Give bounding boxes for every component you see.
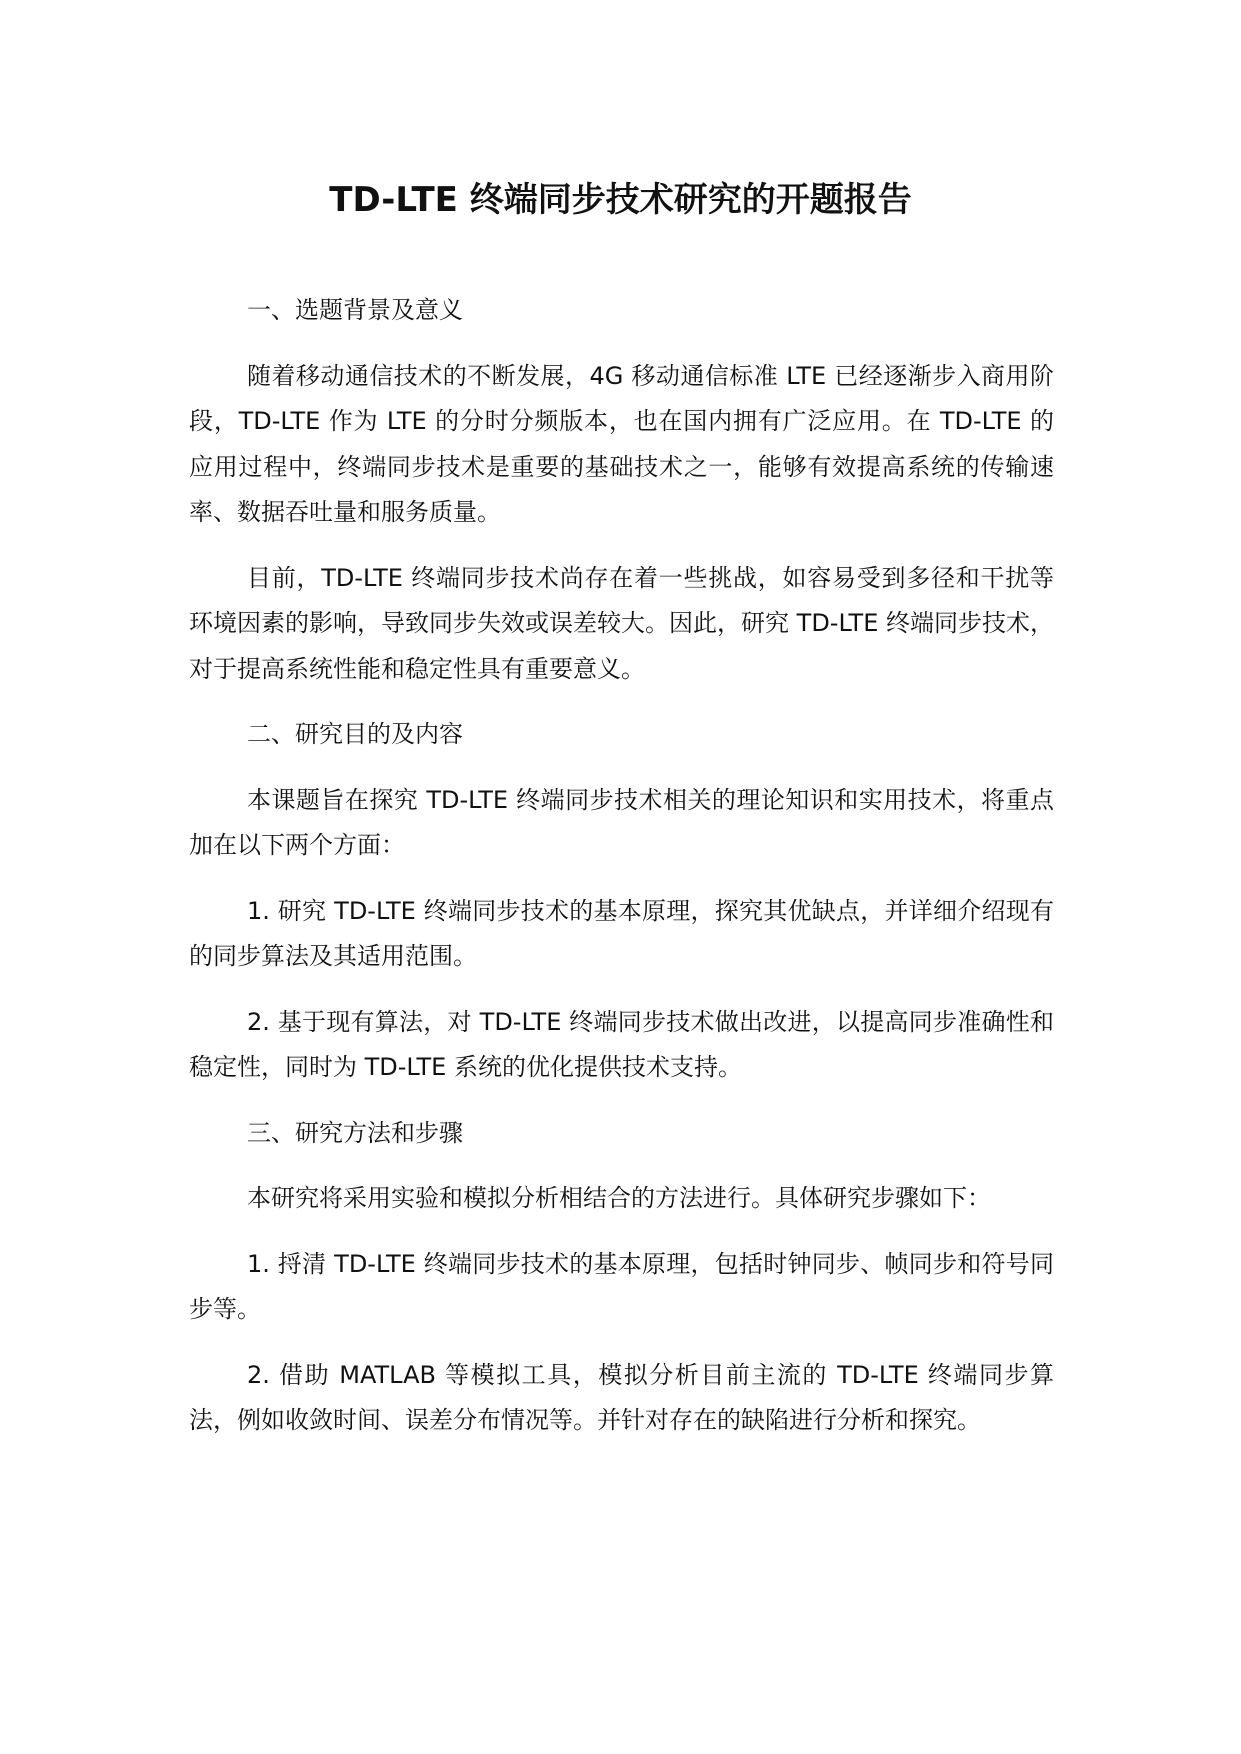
paragraph-background-2: 目前，TD-LTE 终端同步技术尚存在着一些挑战，如容易受到多径和干扰等环境因素的影响，导致同步失效或误差较大。因此，研究 TD-LTE 终端同步技术，对于提高系统性能和稳定性具有重要意义。 xyxy=(189,563,1054,683)
list-item-objective-1: 1. 研究 TD-LTE 终端同步技术的基本原理，探究其优缺点，并详细介绍现有的同步算法及其适用范围。 xyxy=(189,896,1054,970)
paragraph-objectives-intro: 本课题旨在探究 TD-LTE 终端同步技术相关的理论知识和实用技术，将重点加在以下两个方面： xyxy=(189,785,1054,859)
list-item-objective-2: 2. 基于现有算法，对 TD-LTE 终端同步技术做出改进，以提高同步准确性和稳定性，同时为 TD-LTE 系统的优化提供技术支持。 xyxy=(189,1007,1054,1081)
document-title: TD-LTE 终端同步技术研究的开题报告 xyxy=(329,180,912,220)
list-item-method-2: 2. 借助 MATLAB 等模拟工具，模拟分析目前主流的 TD-LTE 终端同步算法，例如收敛时间、误差分布情况等。并针对存在的缺陷进行分析和探究。 xyxy=(189,1360,1054,1434)
section-heading-methods: 三、研究方法和步骤 xyxy=(247,1118,463,1147)
section-heading-background: 一、选题背景及意义 xyxy=(247,296,463,324)
paragraph-methods-intro: 本研究将采用实验和模拟分析相结合的方法进行。具体研究步骤如下： xyxy=(247,1184,991,1212)
list-item-method-1: 1. 捋清 TD-LTE 终端同步技术的基本原理，包括时钟同步、帧同步和符号同步等。 xyxy=(189,1249,1054,1323)
document-body xyxy=(189,288,1054,1464)
paragraph-background-1: 随着移动通信技术的不断发展，4G 移动通信标准 LTE 已经逐渐步入商用阶段，TD-LTE 作为 LTE 的分时分频版本，也在国内拥有广泛应用。在 TD-LTE 的应用过程中，终端同步技术是重要的基础技术之一，能够有效提高系统的传输速率、数据吞吐量和服务质量。 xyxy=(189,361,1054,526)
section-heading-objectives: 二、研究目的及内容 xyxy=(247,720,463,748)
